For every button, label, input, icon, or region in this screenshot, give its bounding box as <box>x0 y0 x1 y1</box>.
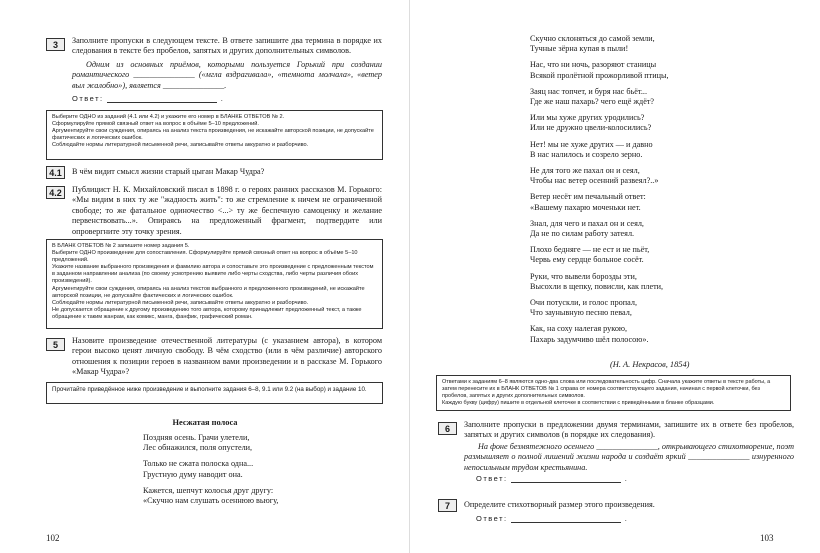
stanza <box>530 60 790 80</box>
choice-box-line: Соблюдайте нормы литературной письменной речи, записывайте ответы аккуратно и разборчиво. <box>52 142 309 149</box>
verse-line: «Вашему пахарю моченьки нет. <box>530 202 641 212</box>
choice-box-line: Выберите ОДНО из заданий (4.1 или 4.2) и укажите его номер в БЛАНКЕ ОТВЕТОВ № 2. <box>52 114 285 120</box>
task-6-text: Заполните пропуски в предложении двумя терминами, запишите их в ответе без пробелов, запятых и других символов (в порядке их следования). <box>464 420 794 440</box>
task-7-number: 7 <box>438 499 457 512</box>
task-6-answer-line[interactable] <box>511 474 621 483</box>
verse-line: Да не по силам работу затеял. <box>530 229 635 239</box>
poem-verse-part-1 <box>143 433 373 512</box>
task-5-instructions-box <box>46 239 383 329</box>
verse-line: Скучно склоняться до самой земли, <box>530 34 655 43</box>
stanza <box>143 486 373 506</box>
verse-line: Нет! мы не хуже других — и давно <box>530 139 653 149</box>
choice-box-line: Сформулируйте прямой связный ответ на вопрос в объёме 5–10 предложений. <box>52 121 259 128</box>
task-5-box-line: Укажите название выбранного произведения и фамилию автора и сопоставьте это произведение с предложенным текстом в заданном направлении анализа (по своему усмотрению выявите либо черты сходства, либо черты различия обоих произведений). <box>52 264 374 285</box>
verse-line: Червь ему сердце больное сосёт. <box>530 255 644 265</box>
verse-line: Не для того же пахал он и сеял, <box>530 166 640 176</box>
verse-line: Как, на соху налегая рукою, <box>530 324 628 334</box>
task-3-answer-label: Ответ: <box>72 94 104 103</box>
task-5-box-line: Аргументируйте свои суждения, опираясь на анализ текстов выбранного и предложенного произведений, не искажайте авторской позиции, не допускайте фактических и логических ошибок. <box>52 285 365 299</box>
stanza <box>530 166 790 186</box>
task-6-answer: Ответ: . <box>476 474 629 483</box>
verse-line: Тучные зёрна купая в пыли! <box>530 44 629 54</box>
info-box-line: Каждую букву (цифру) пишите в отдельной клеточке в соответствии с приведёнными в бланке образцами. <box>442 399 715 406</box>
task-3-answer-line[interactable] <box>107 94 217 103</box>
verse-line: Очи потускли, и голос пропал, <box>530 298 637 308</box>
task-7-answer: Ответ: . <box>476 514 629 523</box>
stanza <box>143 459 373 479</box>
verse-line: Что заунывную песню певал, <box>530 308 632 318</box>
task-7-answer-line[interactable] <box>511 514 621 523</box>
task-3-text: Заполните пропуски в следующем тексте. В ответе запишите два термина в порядке их следования в тексте без пробелов, запятых и других дополнительных символов. <box>72 36 382 56</box>
verse-line: Пахарь задумчиво шёл полосою». <box>530 334 649 344</box>
task-3-answer: Ответ: . <box>72 94 225 103</box>
task-3-number: 3 <box>46 38 65 51</box>
verse-line: Плохо бедняге — не ест и не пьёт, <box>530 245 650 255</box>
verse-line: Ветер несёт им печальный ответ: <box>530 192 646 202</box>
task-6-number: 6 <box>438 422 457 435</box>
verse-line: Руки, что вывели борозды эти, <box>530 271 637 281</box>
verse-line: Поздняя осень. Грачи улетели, <box>143 433 250 442</box>
verse-line: Где же наш пахарь? чего ещё ждёт? <box>530 97 655 107</box>
stanza <box>530 140 790 160</box>
task-4-2-text: Публицист Н. К. Михайловский писал в 1898 г. о героях ранних рассказов М. Горького: «Мы видим в них ту же "жадность жить": то же стремление к ничем не ограниченной свободе; то же фатальное одиночество <...> ту же беспечную самоценку и желание первенствовать...». Опираясь на предложенный фрагмент, подтвердите или опровергните эту точку зрения. <box>72 185 382 236</box>
choice-box-line: Аргументируйте свои суждения, опираясь на анализ текста произведения, не искажайте авторской позиции, не допускайте фактических и логических ошибок. <box>52 128 374 142</box>
verse-line: В нас налилось и созрело зерно. <box>530 149 643 159</box>
stanza <box>530 324 790 344</box>
stanza <box>530 272 790 292</box>
stanza <box>530 87 790 107</box>
verse-line: Или не дружно цвели-колосились? <box>530 123 652 133</box>
task-5-number: 5 <box>46 338 65 351</box>
choice-instructions-box <box>46 110 383 160</box>
verse-line: Кажется, шепчут колосья друг другу: <box>143 485 274 495</box>
task-7-answer-label: Ответ: <box>476 514 508 523</box>
task-5-text: Назовите произведение отечественной литературы (с указанием автора), в котором герои высоко ценят личную свободу. В чём сходство (или в чём различие) авторского отношения к позиции героев в названном вами произведении и в рассказе М. Горького «Макар Чудра»? <box>72 336 382 377</box>
poem-verse-part-2 <box>530 34 790 351</box>
stanza <box>530 113 790 133</box>
task-6-answer-label: Ответ: <box>476 474 508 483</box>
stanza <box>530 245 790 265</box>
task-6-italic-text: На фоне безмятежного осеннего _______________, открывающего стихотворение, поэт размышляет о полной лишений жизни народа и создаёт яркий _______________ изнуренного непосильным трудом крестьянина. <box>464 442 794 472</box>
verse-line: Чтобы нас ветер осенний развеял?..» <box>530 176 659 186</box>
task-7-text: Определите стихотворный размер этого произведения. <box>464 500 655 509</box>
verse-line: «Скучно нам слушать осеннюю вьюгу, <box>143 496 279 506</box>
task-3-italic-text: Одним из основных приёмов, которыми пользуется Горький при создании романтического _______________ («мгла вздрагивала», «темнота молчала», «ветер выл жалобно»), является _______________. <box>72 60 382 90</box>
verse-line: Только не сжата полоска одна... <box>143 459 254 469</box>
verse-line: Высохли в щепку, повисли, как плети, <box>530 281 664 291</box>
stanza <box>530 192 790 212</box>
verse-line: Лес обнажился, поля опустели, <box>143 443 253 453</box>
task-5-box-line: Не допускается обращение к другому произведению того автора, которому принадлежит предложенный текст, а также обращение к таким жанрам, как комикс, манга, фанфик, графический роман. <box>52 306 362 320</box>
stanza <box>530 298 790 318</box>
task-5-box-line: Соблюдайте нормы литературной письменной речи, записывайте ответы аккуратно и разборчиво. <box>52 299 309 306</box>
verse-line: Всякой пролётной прожорливой птицы, <box>530 70 669 80</box>
poem-title: Несжатая полоса <box>172 418 238 427</box>
page-number-right: 103 <box>760 533 774 543</box>
page-number-left: 102 <box>46 533 60 543</box>
verse-line: Нас, что ни ночь, разоряют станицы <box>530 60 657 70</box>
stanza <box>143 433 373 453</box>
info-box-line: Ответами к заданиям 6–8 являются одно-два слова или последовательность цифр. Сначала укажите ответы в тексте работы, а затем перенесите их в БЛАНК ОТВЕТОВ № 1 справа от номера соответствующего задания, начиная с первой клеточки, без пробелов, запятых и других дополнительных символов. <box>442 379 771 399</box>
stanza <box>530 219 790 239</box>
verse-line: Заяц нас топчет, и буря нас бьёт... <box>530 86 647 96</box>
poem-attribution: (Н. А. Некрасов, 1854) <box>610 360 690 369</box>
task-5-box-line: В БЛАНК ОТВЕТОВ № 2 запишите номер задания 5. <box>52 243 190 249</box>
task-5-box-line: Выберите ОДНО произведение для сопоставления. Сформулируйте прямой связный ответ на вопрос в объёме 5–10 предложений. <box>52 250 358 264</box>
right-page <box>410 0 820 553</box>
task-4-1-number: 4.1 <box>46 166 65 179</box>
verse-line: Знал, для чего и пахал он и сеял, <box>530 218 644 228</box>
task-4-1-text: В чём видит смысл жизни старый цыган Макар Чудра? <box>72 167 265 176</box>
task-4-2-number: 4.2 <box>46 186 65 199</box>
answer-info-box <box>436 375 791 411</box>
verse-line: Грустную думу наводит она. <box>143 469 243 479</box>
read-instructions-box: Прочитайте приведённое ниже произведение и выполните задания 6–8, 9.1 или 9.2 (на выбор) и задание 10. <box>46 382 383 404</box>
verse-line: Или мы хуже других уродились? <box>530 113 645 123</box>
stanza <box>530 34 790 54</box>
